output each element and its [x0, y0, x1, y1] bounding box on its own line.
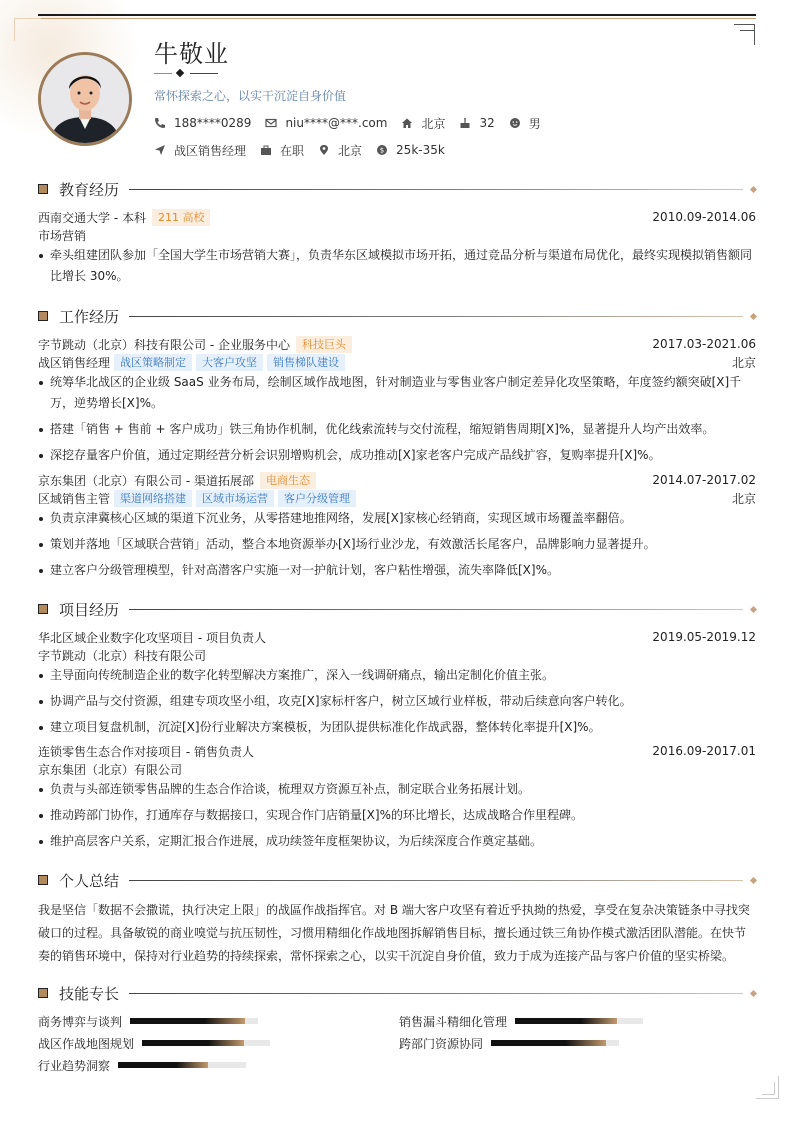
company-tag: 电商生态 — [260, 472, 316, 489]
section-divider — [129, 609, 743, 610]
section-divider — [129, 993, 743, 994]
project-bullet: 维护高层客户关系，定期汇报合作进展，成功续签年度框架协议，为后续深度合作奠定基础。 — [38, 831, 756, 852]
skill-tag: 销售梯队建设 — [267, 354, 345, 371]
target-city-text: 北京 — [338, 143, 363, 158]
location-pin-icon — [318, 144, 330, 156]
section-title: 个人总结 — [59, 871, 120, 890]
section-marker-icon — [38, 604, 48, 614]
diamond-icon — [750, 989, 757, 996]
phone-icon — [154, 117, 166, 129]
top-border-accent — [38, 18, 756, 19]
gender-text: 男 — [528, 116, 541, 131]
work-bullet: 策划并落地「区域联合营销」活动，整合本地资源举办[X]场行业沙龙，有效激活长尾客户，品牌影响力显著提升。 — [38, 534, 756, 555]
target-city-item — [318, 142, 362, 159]
diamond-icon — [750, 312, 757, 319]
project-bullet: 负责与头部连锁零售品牌的生态合作洽谈，梳理双方资源互补点，制定联合业务拓展计划。 — [38, 779, 756, 800]
phone-item — [154, 116, 251, 130]
skill-name: 跨部门资源协同 — [399, 1036, 484, 1051]
email-item — [265, 116, 387, 130]
skill-bar-fill — [515, 1018, 617, 1024]
education-period: 2010.09-2014.06 — [652, 210, 756, 224]
skill-bar-fill — [491, 1040, 606, 1046]
project-title: 华北区域企业数字化攻坚项目 - 项目负责人 — [38, 630, 266, 645]
section-marker-icon — [38, 311, 48, 321]
skill-bar — [515, 1018, 643, 1024]
skill-tag: 大客户攻坚 — [196, 354, 263, 371]
diamond-icon — [750, 185, 757, 192]
summary-text: 我是坚信「数据不会撒谎，执行决定上限」的战區作战指挥官。对 B 端大客户攻坚有着近乎执拗的热爱，享受在复杂决策链条中寻找突破口的过程。具备敏锐的商业嗅觉与抗压韧性，习惯用精细化作战地图拆解销售目标，擅长通过铁三角协作模式激活团队潜能。在快节奏的销售环境中，保持对行业趋势的持续探索，常怀探索之心，以实干沉淀自身价值，致力于成为连接产品与客户价值的坚实桥梁。 — [38, 903, 750, 963]
section-divider — [129, 880, 743, 881]
job-title: 战区销售经理 — [38, 355, 111, 370]
project-org: 字节跳动（北京）科技有限公司 — [38, 648, 207, 663]
status-text: 在职 — [280, 143, 305, 158]
candidate-name: 牛敬业 — [154, 40, 229, 68]
school-name: 西南交通大学 - 本科 — [38, 210, 146, 225]
section-marker-icon — [38, 875, 48, 885]
skill-tag: 区域市场运营 — [196, 490, 274, 507]
work-period: 2014.07-2017.02 — [652, 473, 756, 487]
gender-item — [509, 115, 541, 132]
section-title: 项目经历 — [59, 600, 120, 619]
work-bullet: 负责京津冀核心区域的渠道下沉业务，从零搭建地推网络，发展[X]家核心经销商，实现区域市场覆盖率翻倍。 — [38, 508, 756, 529]
target-role-text: 战区销售经理 — [174, 143, 247, 158]
section-title: 技能专长 — [59, 984, 120, 1003]
city-item — [401, 115, 445, 132]
education-major-row — [38, 226, 756, 244]
work-location: 北京 — [731, 491, 756, 506]
work-role-row — [38, 489, 756, 507]
section-header-summary — [38, 871, 756, 889]
phone-text: 188****0289 — [174, 116, 252, 130]
section-divider — [129, 316, 743, 317]
project-org: 京东集团（北京）有限公司 — [38, 762, 183, 777]
briefcase-icon — [260, 144, 272, 156]
person-icon — [509, 117, 521, 129]
skill-bar — [142, 1040, 270, 1046]
project-org-row — [38, 646, 756, 664]
salary-text: 25k-35k — [396, 143, 445, 157]
major: 市场营销 — [38, 228, 87, 243]
money-icon — [376, 144, 388, 156]
skill-item — [38, 1034, 270, 1052]
skill-item — [38, 1056, 246, 1074]
skill-bar — [118, 1062, 246, 1068]
age-item — [459, 116, 494, 130]
skill-name: 战区作战地图规划 — [38, 1036, 135, 1051]
section-header-work — [38, 307, 756, 325]
work-bullet: 统筹华北战区的企业级 SaaS 业务布局，绘制区域作战地图，针对制造业与零售业客户制定差异化攻坚策略，年度签约额突破[X]千万，逆势增长[X]%。 — [38, 372, 756, 414]
section-marker-icon — [38, 988, 48, 998]
skill-name: 销售漏斗精细化管理 — [399, 1014, 508, 1029]
email-text: niu****@***.com — [285, 116, 388, 130]
skill-bar-fill — [130, 1018, 245, 1024]
work-entry-header — [38, 471, 756, 489]
skill-name: 商务博弈与谈判 — [38, 1014, 123, 1029]
work-role-row — [38, 353, 756, 371]
work-location: 北京 — [731, 355, 756, 370]
project-bullet: 协调产品与交付资源，组建专项攻坚小组，攻克[X]家标杆客户，树立区域行业样板，带动后续意向客户转化。 — [38, 691, 756, 712]
education-bullet: 牵头组建团队参加「全国大学生市场营销大赛」，负责华东区域模拟市场开拓，通过竞品分析与渠道布局优化，最终实现模拟销售额同比增长 30%。 — [38, 245, 756, 287]
project-bullet: 建立项目复盘机制，沉淀[X]份行业解决方案模板，为团队提供标准化作战武器，整体转化率提升[X]%。 — [38, 717, 756, 738]
project-period: 2016.09-2017.01 — [652, 744, 756, 758]
skill-bar-fill — [142, 1040, 244, 1046]
skill-tag: 战区策略制定 — [114, 354, 192, 371]
diamond-icon — [750, 876, 757, 883]
project-bullet: 主导面向传统制造企业的数字化转型解决方案推广，深入一线调研痛点，输出定制化价值主张。 — [38, 665, 756, 686]
avatar — [38, 52, 132, 146]
avatar-photo — [41, 55, 129, 143]
work-bullet: 搭建「销售 + 售前 + 客户成功」铁三角协作机制，优化线索流转与交付流程，缩短销售周期[X]%，显著提升人均产出效率。 — [38, 419, 756, 440]
job-title: 区域销售主管 — [38, 491, 111, 506]
section-divider — [129, 189, 743, 190]
send-icon — [154, 144, 166, 156]
skill-tag: 渠道网络搭建 — [114, 490, 192, 507]
name-underline-decoration — [154, 70, 220, 78]
skill-item — [399, 1012, 643, 1030]
corner-decoration-top-right-inner — [740, 30, 755, 45]
education-entry-header — [38, 208, 756, 226]
project-org-row — [38, 760, 756, 778]
home-icon — [401, 117, 413, 129]
status-item — [260, 142, 304, 159]
skill-item — [38, 1012, 258, 1030]
work-bullet: 深挖存量客户价值，通过定期经营分析会识别增购机会，成功推动[X]家老客户完成产品线扩容，复购率提升[X]%。 — [38, 445, 756, 466]
project-entry-header — [38, 628, 756, 646]
section-header-projects — [38, 600, 756, 618]
salary-item — [376, 143, 445, 157]
skill-bar — [130, 1018, 258, 1024]
work-entry-header — [38, 335, 756, 353]
skill-item — [399, 1034, 619, 1052]
age-text: 32 — [479, 116, 495, 130]
company-tag: 科技巨头 — [296, 336, 352, 353]
project-period: 2019.05-2019.12 — [652, 630, 756, 644]
project-entry-header — [38, 742, 756, 760]
corner-decoration-bottom-right-inner — [762, 1082, 775, 1095]
corner-decoration-top-left — [14, 18, 41, 41]
job-intent-row — [154, 141, 459, 159]
skill-bar-fill — [118, 1062, 208, 1068]
candidate-motto: 常怀探索之心，以实干沉淀自身价值 — [154, 89, 347, 103]
target-role-item — [154, 142, 246, 159]
school-tag: 211 高校 — [152, 209, 211, 226]
skill-name: 行业趋势洞察 — [38, 1058, 111, 1073]
svg-text:$: $ — [379, 146, 385, 155]
project-title: 连锁零售生态合作对接项目 - 销售负责人 — [38, 744, 254, 759]
section-header-education — [38, 180, 756, 198]
diamond-icon — [750, 605, 757, 612]
top-border — [38, 14, 756, 16]
project-bullet: 推动跨部门协作，打通库存与数据接口，实现合作门店销量[X]%的环比增长，达成战略合作里程碑。 — [38, 805, 756, 826]
work-bullet: 建立客户分级管理模型，针对高潜客户实施一对一护航计划，客户粘性增强，流失率降低[X]%。 — [38, 560, 756, 581]
skill-tag: 客户分级管理 — [278, 490, 356, 507]
company-name: 京东集团（北京）有限公司 - 渠道拓展部 — [38, 473, 254, 488]
company-name: 字节跳动（北京）科技有限公司 - 企业服务中心 — [38, 337, 290, 352]
cake-icon — [459, 117, 471, 129]
skill-bar — [491, 1040, 619, 1046]
contact-info-row — [154, 114, 555, 132]
work-period: 2017.03-2021.06 — [652, 337, 756, 351]
section-title: 工作经历 — [59, 307, 120, 326]
city-text: 北京 — [421, 116, 446, 131]
section-title: 教育经历 — [59, 180, 120, 199]
mail-icon — [265, 117, 277, 129]
section-marker-icon — [38, 184, 48, 194]
section-header-skills — [38, 984, 756, 1002]
